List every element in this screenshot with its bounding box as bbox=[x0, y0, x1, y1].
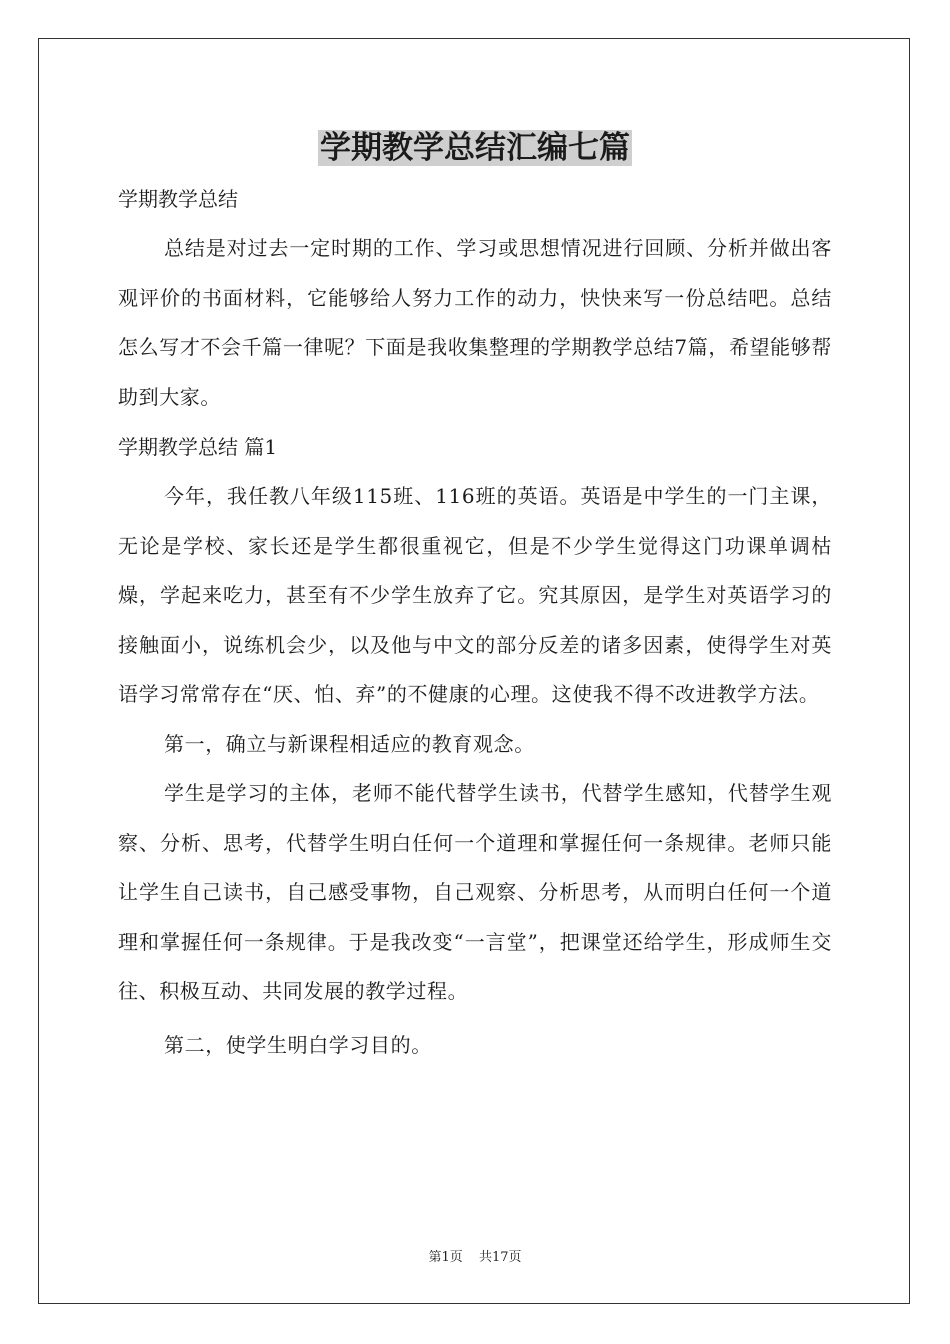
intro-paragraph: 总结是对过去一定时期的工作、学习或思想情况进行回顾、分析并做出客观评价的书面材料，它能够给人努力工作的动力，快快来写一份总结吧。总结怎么写才不会千篇一律呢？下面是我收集整理的学期教学总结7篇，希望能够帮助到大家。 bbox=[118, 236, 832, 409]
intro-heading: 学期教学总结 bbox=[118, 187, 238, 211]
document-title-text: 学期教学总结汇编七篇 bbox=[320, 130, 630, 166]
body-paragraph: 学生是学习的主体，老师不能代替学生读书，代替学生感知，代替学生观察、分析、思考，代替学生明白任何一个道理和掌握任何一条规律。老师只能让学生自己读书，自己感受事物，自己观察、分析思考，从而明白任何一个道理和掌握任何一条规律。于是我改变“一言堂”，把课堂还给学生，形成师生交往、积极互动、共同发展的教学过程。 bbox=[118, 781, 832, 1003]
page-number: 第1页 bbox=[428, 1250, 463, 1265]
body-paragraph: 今年，我任教八年级115班、116班的英语。英语是中学生的一门主课，无论是学校、家长还是学生都很重视它，但是不少学生觉得这门功课单调枯燥，学起来吃力，甚至有不少学生放弃了它。究其原因，是学生对英语学习的接触面小，说练机会少，以及他与中文的部分反差的诸多因素，使得学生对英语学习常常存在“厌、怕、弃”的不健康的心理。这使我不得不改进教学方法。 bbox=[118, 484, 832, 706]
page-footer bbox=[0, 1246, 950, 1265]
page-total: 共17页 bbox=[478, 1250, 522, 1265]
document-title bbox=[0, 128, 950, 168]
section-heading: 学期教学总结 篇1 bbox=[118, 435, 278, 459]
body-paragraph: 第二，使学生明白学习目的。 bbox=[164, 1032, 432, 1057]
document-body bbox=[118, 180, 832, 1070]
body-paragraph: 第一，确立与新课程相适应的教育观念。 bbox=[164, 731, 535, 756]
